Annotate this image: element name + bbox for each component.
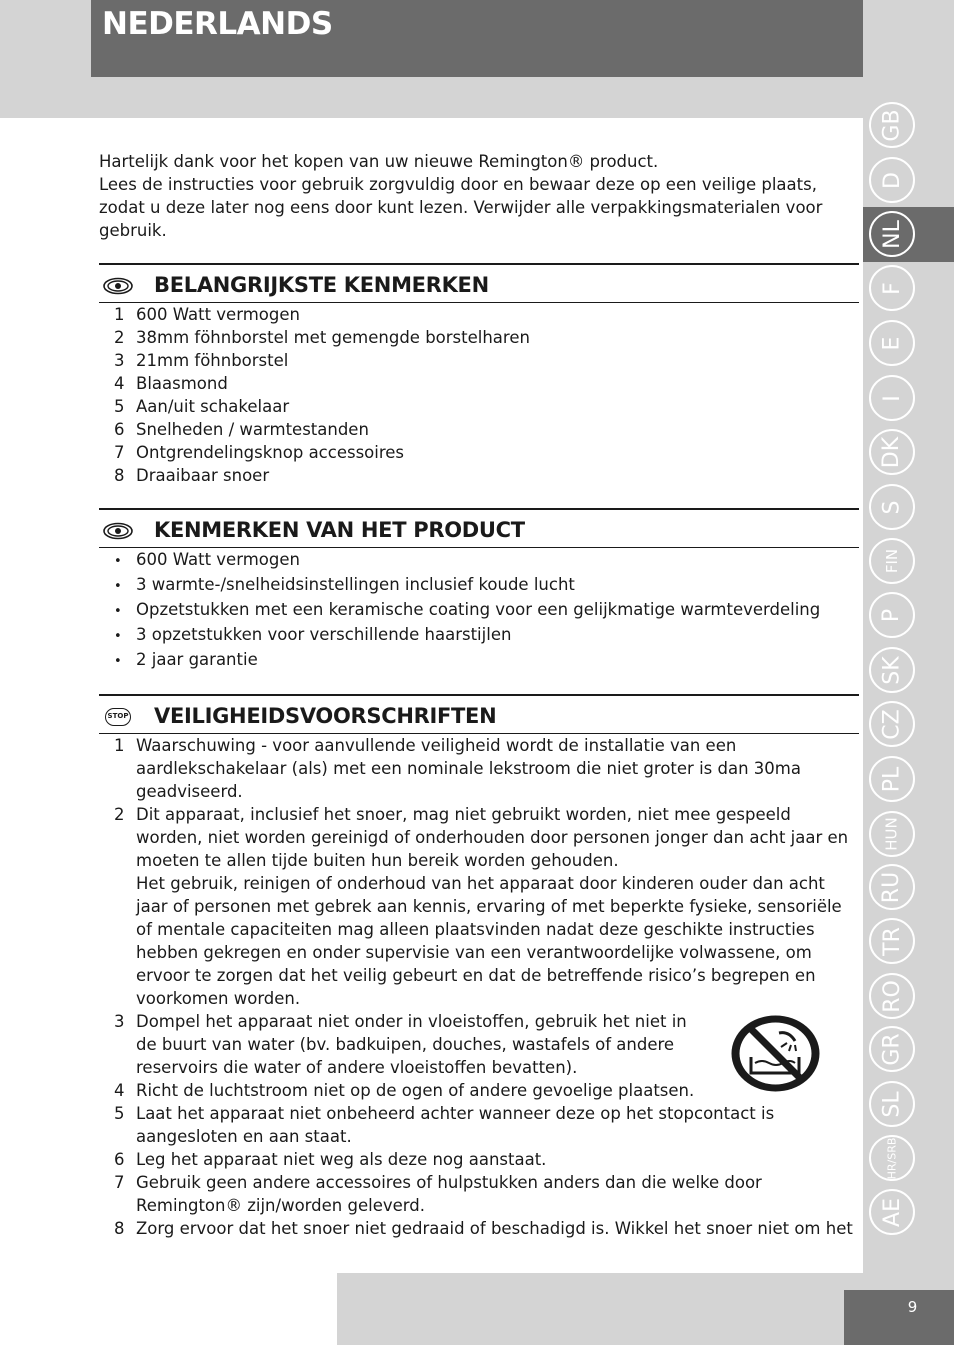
lang-tab-label: PL [879, 766, 905, 792]
section-header [99, 263, 859, 303]
section-title: KENMERKEN VAN HET PRODUCT [154, 518, 525, 542]
lang-tab-e[interactable] [869, 320, 915, 366]
list-item [99, 548, 859, 573]
list-item [99, 349, 859, 372]
lang-tab-label: SL [879, 1090, 905, 1118]
page-number-box [844, 1290, 954, 1345]
lang-tab-nl[interactable] [869, 211, 915, 257]
list-item [99, 1148, 859, 1171]
lang-tab-fin[interactable] [869, 538, 915, 584]
item-number: 2 [114, 328, 125, 347]
item-number [99, 872, 136, 1010]
item-number: • [114, 579, 122, 594]
item-number: 6 [114, 420, 125, 439]
section-header [99, 508, 859, 548]
intro-line-2: Lees de instructies voor gebruik zorgvuldig door en bewaar deze op een veilige plaats, zodat u deze later nog eens door kunt lezen. Verwijder alle verpakkingsmaterialen voor gebruik. [99, 175, 823, 240]
lang-tab-label: F [879, 281, 905, 295]
list-item [99, 573, 859, 598]
lang-tab-cz[interactable] [869, 701, 915, 747]
page-number: 9 [907, 1298, 918, 1316]
item-text: 2 jaar garantie [136, 650, 258, 669]
lang-tab-label: GB [879, 108, 905, 142]
lang-tab-f[interactable] [869, 265, 915, 311]
item-number: 1 [114, 736, 125, 755]
item-text: 600 Watt vermogen [136, 305, 300, 324]
list-item [99, 872, 859, 1010]
intro-line-1: Hartelijk dank voor het kopen van uw nieuwe Remington® product. [99, 152, 659, 171]
lang-tab-label: AE [879, 1197, 905, 1227]
lang-tab-d[interactable] [869, 157, 915, 203]
item-number: 3 [114, 1012, 125, 1031]
item-text: Waarschuwing - voor aanvullende veiligheid wordt de installatie van een aardlekschakelaar (als) met een nominale lekstroom die niet groter is dan 30ma geadviseerd. [136, 736, 801, 801]
list-item [99, 1217, 859, 1240]
eye-icon [101, 275, 135, 297]
item-number: 6 [114, 1150, 125, 1169]
list-item [99, 803, 859, 872]
lang-tab-label: E [879, 336, 905, 350]
item-number: 8 [114, 1219, 125, 1238]
list-item [99, 648, 859, 673]
list-item [99, 441, 859, 464]
item-text: Blaasmond [136, 374, 228, 393]
lang-tab-gr[interactable] [869, 1026, 915, 1072]
item-text: 21mm föhnborstel [136, 351, 289, 370]
item-text: Zorg ervoor dat het snoer niet gedraaid of beschadigd is. Wikkel het snoer niet om het [136, 1219, 853, 1238]
lang-tab-ru[interactable] [869, 864, 915, 910]
page-title: NEDERLANDS [102, 6, 333, 42]
lang-tab-label: RU [879, 871, 905, 903]
list-item [99, 372, 859, 395]
item-text: Het gebruik, reinigen of onderhoud van het apparaat door kinderen ouder dan acht jaar of personen met gebrek aan kennis, ervaring of met beperkte fysieke, sensoriële of mentale capaciteiten mag alleen plaatsvinden nadat deze geschikte instructies hebben gekregen en onder supervisie van een verantwoordelijke volwassene, om ervoor te zorgen dat het veilig gebeurt en dat de betreffende risico’s begrepen en voorkomen worden. [136, 874, 842, 1008]
intro [99, 150, 859, 242]
item-number: 3 [114, 351, 125, 370]
lang-tab-hun[interactable] [869, 811, 915, 857]
lang-tab-sl[interactable] [869, 1081, 915, 1127]
item-text: 3 opzetstukken voor verschillende haarstijlen [136, 625, 512, 644]
item-text: Aan/uit schakelaar [136, 397, 290, 416]
item-text: 38mm föhnborstel met gemengde borstelharen [136, 328, 530, 347]
lang-tab-sk[interactable] [869, 647, 915, 693]
list-item [99, 464, 859, 487]
lang-tab-label: D [879, 171, 905, 189]
lang-tab-label: SK [879, 655, 905, 685]
no-water-icon [729, 1013, 822, 1094]
footer-band [337, 1273, 863, 1345]
lang-tab-label: HR/SRB [885, 1137, 899, 1179]
lang-tab-label: HUN [882, 817, 901, 851]
item-text: Snelheden / warmtestanden [136, 420, 369, 439]
item-text: Opzetstukken met een keramische coating voor een gelijkmatige warmteverdeling [136, 600, 821, 619]
lang-tab-p[interactable] [869, 592, 915, 638]
lang-tab-label: RO [879, 979, 905, 1013]
item-number: • [114, 654, 122, 669]
item-text: Leg het apparaat niet weg als deze nog aanstaat. [136, 1150, 547, 1169]
item-text: Gebruik geen andere accessoires of hulpstukken anders dan die welke door Remington® zijn/worden geleverd. [136, 1173, 762, 1215]
list-item [99, 598, 859, 623]
item-number: • [114, 604, 122, 619]
section-kenmerken [99, 263, 859, 487]
item-text: 600 Watt vermogen [136, 550, 300, 569]
item-number: 7 [114, 443, 125, 462]
item-number: 2 [114, 805, 125, 824]
item-number: 8 [114, 466, 125, 485]
lang-tab-label: GR [879, 1032, 905, 1066]
stop-icon: STOP [101, 706, 135, 728]
list-item [99, 1171, 859, 1217]
lang-tab-label: TR [879, 926, 905, 956]
lang-tab-hr-srb[interactable] [869, 1135, 915, 1181]
lang-tab-label: DK [879, 436, 905, 468]
lang-tab-label: I [879, 394, 905, 402]
eye-icon [101, 520, 135, 542]
section-title: BELANGRIJKSTE KENMERKEN [154, 273, 489, 297]
item-number: • [114, 554, 122, 569]
list-item [99, 418, 859, 441]
lang-tab-s[interactable] [869, 484, 915, 530]
lang-tab-i[interactable] [869, 375, 915, 421]
item-text: Laat het apparaat niet onbeheerd achter wanneer deze op het stopcontact is aangesloten en aan staat. [136, 1104, 775, 1146]
item-number: 7 [114, 1173, 125, 1192]
item-number: • [114, 629, 122, 644]
lang-tab-label: P [879, 608, 905, 622]
section-header [99, 694, 859, 734]
item-number: 4 [114, 374, 125, 393]
lang-tab-label: CZ [879, 708, 905, 740]
section-title: VEILIGHEIDSVOORSCHRIFTEN [154, 704, 497, 728]
item-number: 5 [114, 397, 125, 416]
item-text: Draaibaar snoer [136, 466, 270, 485]
lang-tab-dk[interactable] [869, 429, 915, 475]
lang-tab-label: NL [879, 219, 905, 249]
product-features-list [99, 548, 859, 673]
section-veiligheid [99, 694, 859, 1240]
list-item [99, 623, 859, 648]
lang-tab-gb[interactable] [869, 102, 915, 148]
item-number: 5 [114, 1104, 125, 1123]
lang-tab-ae[interactable] [869, 1189, 915, 1235]
item-text: Dit apparaat, inclusief het snoer, mag niet gebruikt worden, niet mee gespeeld worden, niet worden gereinigd of onderhouden door personen jonger dan acht jaar en moeten te allen tijde buiten hun bereik worden gehouden. [136, 805, 849, 870]
item-text: Ontgrendelingsknop accessoires [136, 443, 405, 462]
item-text: Dompel het apparaat niet onder in vloeistoffen, gebruik het niet in de buurt van water (bv. badkuipen, douches, wastafels of andere reservoirs die water of andere vloeistoffen bevatten). [136, 1012, 687, 1077]
lang-tab-label: FIN [883, 548, 901, 574]
list-item [99, 326, 859, 349]
features-list [99, 303, 859, 487]
lang-tab-ro[interactable] [869, 973, 915, 1019]
item-text: Richt de luchtstroom niet op de ogen of andere gevoelige plaatsen. [136, 1081, 695, 1100]
list-item [99, 1102, 859, 1148]
item-number: 1 [114, 305, 125, 324]
lang-tab-label: S [879, 500, 905, 514]
item-number: 4 [114, 1081, 125, 1100]
list-item [99, 734, 859, 803]
section-product [99, 508, 859, 673]
item-text: 3 warmte-/snelheidsinstellingen inclusief koude lucht [136, 575, 575, 594]
list-item [99, 395, 859, 418]
lang-tab-tr[interactable] [869, 918, 915, 964]
safety-list [99, 734, 859, 1240]
list-item [99, 303, 859, 326]
lang-tab-pl[interactable] [869, 756, 915, 802]
header-bar [91, 0, 863, 77]
